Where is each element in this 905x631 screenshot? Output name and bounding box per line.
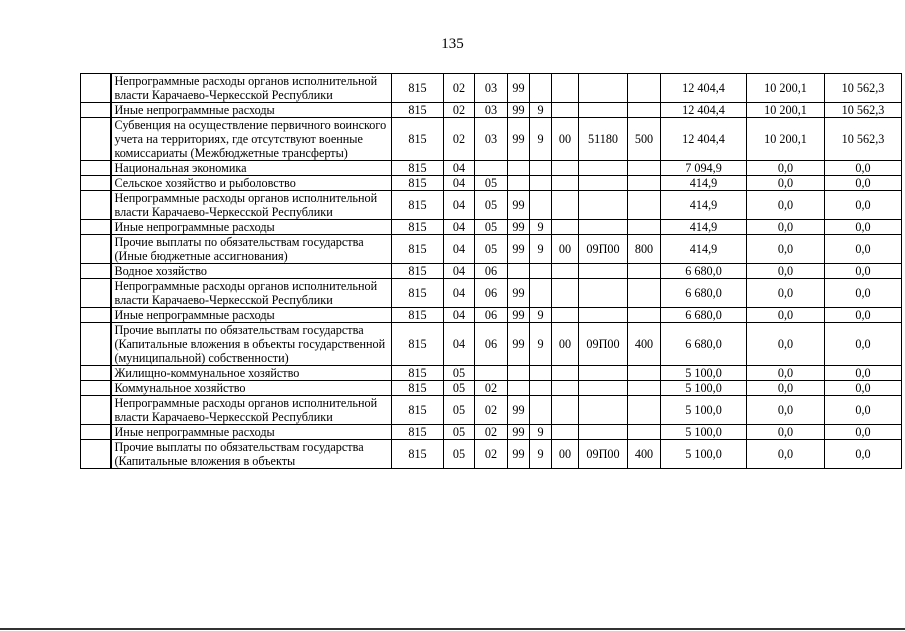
cell-name: Прочие выплаты по обязательствам государства (Иные бюджетные ассигнования) — [111, 235, 392, 264]
table-row — [81, 176, 902, 191]
cell-amount-year-3: 0,0 — [825, 396, 902, 425]
cell-ved: 815 — [392, 220, 444, 235]
cell-name: Национальная экономика — [111, 161, 392, 176]
cell-razdel: 05 — [444, 381, 475, 396]
cell-program: 99 — [508, 74, 530, 103]
cell-direction — [579, 161, 628, 176]
cell-expense-type — [628, 103, 661, 118]
cell-razdel: 04 — [444, 191, 475, 220]
cell-name: Иные непрограммные расходы — [111, 425, 392, 440]
cell-amount-year-3: 10 562,3 — [825, 103, 902, 118]
cell-amount-year-1: 5 100,0 — [661, 366, 747, 381]
cell-subprogram: 9 — [530, 235, 552, 264]
cell-subprogram — [530, 279, 552, 308]
cell-podrazdel: 06 — [475, 264, 508, 279]
cell-ved: 815 — [392, 440, 444, 469]
cell-amount-year-1: 414,9 — [661, 235, 747, 264]
cell-program: 99 — [508, 191, 530, 220]
cell-main-event — [552, 308, 579, 323]
cell-subprogram — [530, 74, 552, 103]
cell-main-event: 00 — [552, 118, 579, 161]
cell-subprogram: 9 — [530, 425, 552, 440]
cell-amount-year-3: 0,0 — [825, 264, 902, 279]
cell-ved: 815 — [392, 396, 444, 425]
cell-podrazdel: 05 — [475, 176, 508, 191]
table-row — [81, 440, 902, 469]
cell-amount-year-2: 0,0 — [747, 381, 825, 396]
cell-amount-year-2: 0,0 — [747, 396, 825, 425]
cell-main-event — [552, 396, 579, 425]
cell-direction — [579, 103, 628, 118]
cell-expense-type — [628, 366, 661, 381]
row-blank-cell — [81, 161, 111, 176]
cell-amount-year-2: 0,0 — [747, 366, 825, 381]
cell-podrazdel: 06 — [475, 308, 508, 323]
cell-program — [508, 381, 530, 396]
row-blank-cell — [81, 381, 111, 396]
cell-amount-year-1: 5 100,0 — [661, 425, 747, 440]
cell-podrazdel: 03 — [475, 118, 508, 161]
cell-direction — [579, 308, 628, 323]
cell-podrazdel — [475, 366, 508, 381]
table-row — [81, 279, 902, 308]
cell-program: 99 — [508, 308, 530, 323]
cell-amount-year-3: 0,0 — [825, 191, 902, 220]
cell-main-event — [552, 161, 579, 176]
cell-direction — [579, 176, 628, 191]
cell-main-event — [552, 279, 579, 308]
cell-direction — [579, 74, 628, 103]
cell-program: 99 — [508, 279, 530, 308]
cell-razdel: 04 — [444, 235, 475, 264]
cell-subprogram — [530, 381, 552, 396]
cell-program — [508, 264, 530, 279]
cell-subprogram: 9 — [530, 220, 552, 235]
row-blank-cell — [81, 440, 111, 469]
cell-direction — [579, 264, 628, 279]
cell-amount-year-2: 0,0 — [747, 425, 825, 440]
table-row — [81, 103, 902, 118]
bottom-rule — [0, 628, 905, 630]
cell-podrazdel: 05 — [475, 191, 508, 220]
row-blank-cell — [81, 425, 111, 440]
cell-expense-type — [628, 308, 661, 323]
cell-ved: 815 — [392, 118, 444, 161]
cell-amount-year-1: 414,9 — [661, 220, 747, 235]
cell-ved: 815 — [392, 308, 444, 323]
cell-ved: 815 — [392, 425, 444, 440]
cell-amount-year-1: 12 404,4 — [661, 103, 747, 118]
cell-expense-type — [628, 161, 661, 176]
cell-amount-year-2: 0,0 — [747, 440, 825, 469]
cell-expense-type — [628, 74, 661, 103]
cell-razdel: 05 — [444, 425, 475, 440]
cell-program — [508, 366, 530, 381]
cell-expense-type: 800 — [628, 235, 661, 264]
cell-direction — [579, 425, 628, 440]
cell-razdel: 02 — [444, 74, 475, 103]
cell-amount-year-1: 414,9 — [661, 191, 747, 220]
cell-podrazdel: 02 — [475, 396, 508, 425]
cell-razdel: 04 — [444, 323, 475, 366]
cell-amount-year-3: 10 562,3 — [825, 118, 902, 161]
cell-direction — [579, 366, 628, 381]
cell-direction — [579, 220, 628, 235]
table-row — [81, 161, 902, 176]
cell-amount-year-2: 0,0 — [747, 264, 825, 279]
cell-amount-year-3: 0,0 — [825, 220, 902, 235]
cell-amount-year-1: 6 680,0 — [661, 264, 747, 279]
cell-ved: 815 — [392, 366, 444, 381]
cell-main-event: 00 — [552, 323, 579, 366]
cell-subprogram — [530, 176, 552, 191]
row-blank-cell — [81, 308, 111, 323]
cell-main-event — [552, 220, 579, 235]
cell-subprogram — [530, 191, 552, 220]
cell-subprogram: 9 — [530, 308, 552, 323]
cell-amount-year-2: 10 200,1 — [747, 74, 825, 103]
cell-subprogram: 9 — [530, 440, 552, 469]
cell-expense-type — [628, 176, 661, 191]
cell-direction: 09П00 — [579, 323, 628, 366]
cell-subprogram: 9 — [530, 323, 552, 366]
cell-podrazdel: 06 — [475, 323, 508, 366]
cell-razdel: 02 — [444, 118, 475, 161]
cell-name: Субвенция на осуществление первичного воинского учета на территориях, где отсутствуют военные комиссариаты (Межбюджетные трансферты) — [111, 118, 392, 161]
row-blank-cell — [81, 220, 111, 235]
row-blank-cell — [81, 103, 111, 118]
cell-amount-year-3: 0,0 — [825, 235, 902, 264]
table-row — [81, 220, 902, 235]
cell-name: Жилищно-коммунальное хозяйство — [111, 366, 392, 381]
row-blank-cell — [81, 264, 111, 279]
cell-direction — [579, 396, 628, 425]
cell-amount-year-1: 5 100,0 — [661, 381, 747, 396]
cell-amount-year-1: 12 404,4 — [661, 74, 747, 103]
cell-program: 99 — [508, 396, 530, 425]
cell-main-event: 00 — [552, 440, 579, 469]
cell-razdel: 04 — [444, 161, 475, 176]
row-blank-cell — [81, 366, 111, 381]
cell-podrazdel: 06 — [475, 279, 508, 308]
table-row — [81, 308, 902, 323]
cell-razdel: 04 — [444, 279, 475, 308]
cell-name: Прочие выплаты по обязательствам государства (Капитальные вложения в объекты государственной (муниципальной) собственности) — [111, 323, 392, 366]
cell-amount-year-1: 6 680,0 — [661, 323, 747, 366]
cell-amount-year-2: 0,0 — [747, 279, 825, 308]
cell-amount-year-2: 0,0 — [747, 308, 825, 323]
cell-subprogram — [530, 366, 552, 381]
table-row — [81, 425, 902, 440]
cell-ved: 815 — [392, 103, 444, 118]
cell-amount-year-3: 0,0 — [825, 440, 902, 469]
row-blank-cell — [81, 235, 111, 264]
table-row — [81, 396, 902, 425]
cell-main-event — [552, 264, 579, 279]
cell-ved: 815 — [392, 264, 444, 279]
cell-program: 99 — [508, 323, 530, 366]
cell-ved: 815 — [392, 74, 444, 103]
table-row — [81, 235, 902, 264]
cell-main-event — [552, 103, 579, 118]
cell-ved: 815 — [392, 176, 444, 191]
page-number: 135 — [441, 36, 464, 52]
cell-name: Водное хозяйство — [111, 264, 392, 279]
cell-subprogram: 9 — [530, 103, 552, 118]
cell-name: Непрограммные расходы органов исполнительной власти Карачаево-Черкесской Республики — [111, 191, 392, 220]
table-row — [81, 74, 902, 103]
cell-direction — [579, 191, 628, 220]
cell-razdel: 05 — [444, 396, 475, 425]
cell-podrazdel: 02 — [475, 425, 508, 440]
cell-razdel: 04 — [444, 264, 475, 279]
cell-amount-year-2: 0,0 — [747, 323, 825, 366]
cell-subprogram — [530, 396, 552, 425]
cell-name: Иные непрограммные расходы — [111, 103, 392, 118]
cell-razdel: 05 — [444, 366, 475, 381]
cell-amount-year-3: 0,0 — [825, 176, 902, 191]
cell-program — [508, 176, 530, 191]
table-row — [81, 191, 902, 220]
row-blank-cell — [81, 191, 111, 220]
cell-program: 99 — [508, 440, 530, 469]
cell-subprogram — [530, 264, 552, 279]
cell-podrazdel: 03 — [475, 74, 508, 103]
cell-program: 99 — [508, 220, 530, 235]
cell-amount-year-3: 0,0 — [825, 323, 902, 366]
cell-amount-year-3: 0,0 — [825, 366, 902, 381]
cell-direction: 51180 — [579, 118, 628, 161]
cell-name: Непрограммные расходы органов исполнительной власти Карачаево-Черкесской Республики — [111, 279, 392, 308]
row-blank-cell — [81, 323, 111, 366]
cell-amount-year-3: 0,0 — [825, 308, 902, 323]
cell-expense-type — [628, 191, 661, 220]
cell-expense-type — [628, 264, 661, 279]
cell-ved: 815 — [392, 381, 444, 396]
cell-name: Непрограммные расходы органов исполнительной власти Карачаево-Черкесской Республики — [111, 74, 392, 103]
row-blank-cell — [81, 176, 111, 191]
cell-podrazdel: 05 — [475, 235, 508, 264]
cell-amount-year-1: 6 680,0 — [661, 308, 747, 323]
cell-main-event: 00 — [552, 235, 579, 264]
cell-name: Иные непрограммные расходы — [111, 220, 392, 235]
cell-razdel: 04 — [444, 220, 475, 235]
cell-name: Иные непрограммные расходы — [111, 308, 392, 323]
cell-podrazdel: 03 — [475, 103, 508, 118]
cell-amount-year-1: 6 680,0 — [661, 279, 747, 308]
cell-name: Непрограммные расходы органов исполнительной власти Карачаево-Черкесской Республики — [111, 396, 392, 425]
cell-ved: 815 — [392, 323, 444, 366]
cell-program: 99 — [508, 103, 530, 118]
cell-amount-year-1: 7 094,9 — [661, 161, 747, 176]
cell-ved: 815 — [392, 235, 444, 264]
cell-amount-year-2: 0,0 — [747, 220, 825, 235]
cell-program: 99 — [508, 425, 530, 440]
cell-subprogram — [530, 161, 552, 176]
cell-main-event — [552, 74, 579, 103]
row-blank-cell — [81, 279, 111, 308]
cell-expense-type: 500 — [628, 118, 661, 161]
cell-program: 99 — [508, 118, 530, 161]
cell-main-event — [552, 191, 579, 220]
cell-direction — [579, 381, 628, 396]
cell-direction: 09П00 — [579, 440, 628, 469]
cell-expense-type — [628, 220, 661, 235]
cell-main-event — [552, 381, 579, 396]
cell-direction — [579, 279, 628, 308]
cell-amount-year-1: 5 100,0 — [661, 440, 747, 469]
cell-expense-type — [628, 381, 661, 396]
cell-main-event — [552, 425, 579, 440]
cell-expense-type: 400 — [628, 323, 661, 366]
table-row — [81, 323, 902, 366]
row-blank-cell — [81, 396, 111, 425]
cell-amount-year-2: 0,0 — [747, 161, 825, 176]
cell-podrazdel: 02 — [475, 381, 508, 396]
cell-program: 99 — [508, 235, 530, 264]
cell-expense-type — [628, 425, 661, 440]
cell-amount-year-1: 5 100,0 — [661, 396, 747, 425]
cell-amount-year-3: 0,0 — [825, 425, 902, 440]
cell-razdel: 04 — [444, 308, 475, 323]
table-row — [81, 366, 902, 381]
cell-amount-year-3: 0,0 — [825, 381, 902, 396]
cell-amount-year-2: 0,0 — [747, 191, 825, 220]
cell-ved: 815 — [392, 161, 444, 176]
cell-razdel: 02 — [444, 103, 475, 118]
cell-amount-year-2: 10 200,1 — [747, 118, 825, 161]
row-blank-cell — [81, 118, 111, 161]
cell-amount-year-1: 414,9 — [661, 176, 747, 191]
cell-direction: 09П00 — [579, 235, 628, 264]
cell-amount-year-3: 0,0 — [825, 161, 902, 176]
cell-razdel: 04 — [444, 176, 475, 191]
cell-subprogram: 9 — [530, 118, 552, 161]
budget-table — [80, 73, 902, 469]
row-blank-cell — [81, 74, 111, 103]
cell-expense-type — [628, 279, 661, 308]
table-row — [81, 381, 902, 396]
cell-main-event — [552, 176, 579, 191]
cell-name: Коммунальное хозяйство — [111, 381, 392, 396]
cell-amount-year-3: 10 562,3 — [825, 74, 902, 103]
cell-ved: 815 — [392, 191, 444, 220]
cell-name: Сельское хозяйство и рыболовство — [111, 176, 392, 191]
cell-amount-year-2: 10 200,1 — [747, 103, 825, 118]
cell-podrazdel: 05 — [475, 220, 508, 235]
cell-amount-year-3: 0,0 — [825, 279, 902, 308]
cell-podrazdel: 02 — [475, 440, 508, 469]
cell-expense-type — [628, 396, 661, 425]
cell-name: Прочие выплаты по обязательствам государства (Капитальные вложения в объекты — [111, 440, 392, 469]
table-body — [81, 74, 902, 469]
cell-amount-year-2: 0,0 — [747, 176, 825, 191]
table-row — [81, 118, 902, 161]
cell-expense-type: 400 — [628, 440, 661, 469]
cell-ved: 815 — [392, 279, 444, 308]
cell-main-event — [552, 366, 579, 381]
cell-podrazdel — [475, 161, 508, 176]
cell-razdel: 05 — [444, 440, 475, 469]
cell-amount-year-1: 12 404,4 — [661, 118, 747, 161]
cell-amount-year-2: 0,0 — [747, 235, 825, 264]
cell-program — [508, 161, 530, 176]
table-row — [81, 264, 902, 279]
